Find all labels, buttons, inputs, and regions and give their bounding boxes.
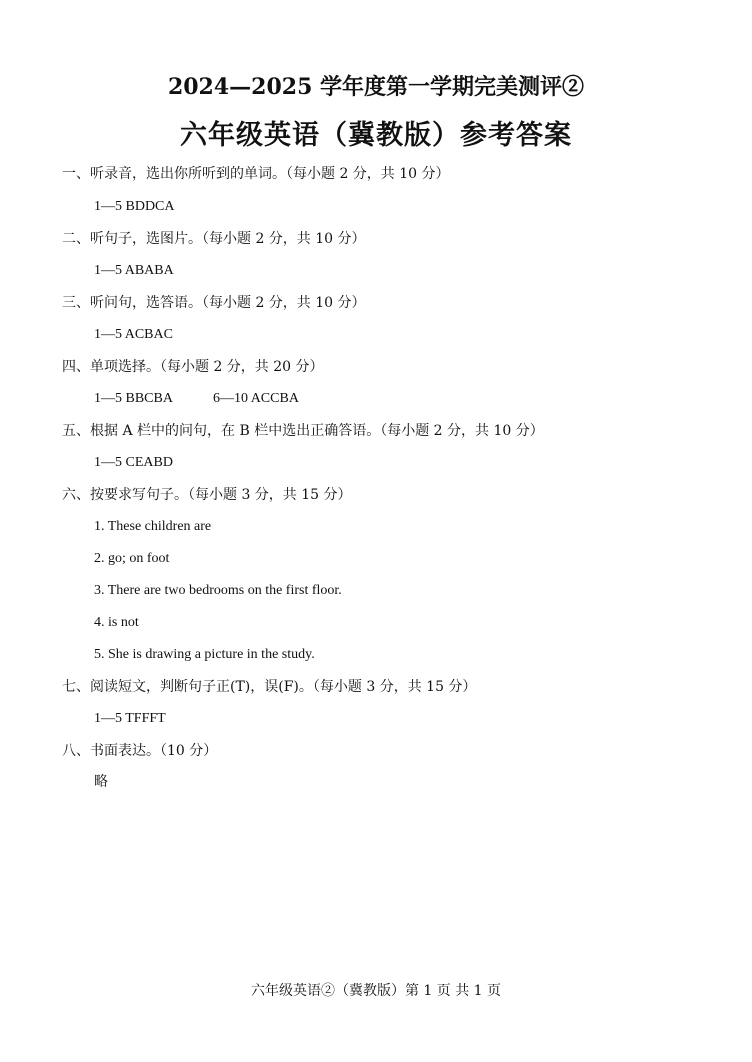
section-6-answer-3: 3. There are two bedrooms on the first floor. — [94, 583, 342, 598]
document-subtitle: 六年级英语（冀教版）参考答案 — [180, 120, 572, 151]
section-6-answer-4: 4. is not — [94, 615, 139, 630]
section-4-answers — [94, 390, 299, 408]
section-2-answer: 1—5 ABABA — [94, 263, 174, 278]
section-1-heading: 一、听录音，选出你所听到的单词。（每小题 2 分，共 10 分） — [62, 166, 450, 182]
section-4-answer-b: 6—10 ACCBA — [212, 391, 299, 406]
section-8-answer: 略 — [94, 775, 108, 790]
section-5-answer: 1—5 CEABD — [94, 455, 173, 470]
section-5-heading: 五、根据 A 栏中的问句，在 B 栏中选出正确答语。（每小题 2 分，共 10 分） — [62, 423, 544, 439]
section-4-answer-a: 1—5 BBCBA — [94, 391, 173, 406]
section-7-answer: 1—5 TFFFT — [94, 711, 166, 726]
section-1-answer: 1—5 BDDCA — [94, 199, 175, 214]
page-footer: 六年级英语②（冀教版）第 1 页 共 1 页 — [250, 983, 502, 999]
section-3-heading: 三、听问句，选答语。（每小题 2 分，共 10 分） — [62, 295, 366, 311]
section-6-answer-1: 1. These children are — [94, 519, 212, 534]
section-8-heading: 八、书面表达。（10 分） — [62, 743, 218, 759]
section-6-answer-2: 2. go; on foot — [94, 551, 170, 566]
section-2-heading: 二、听句子，选图片。（每小题 2 分，共 10 分） — [62, 231, 366, 247]
section-4-heading: 四、单项选择。（每小题 2 分，共 20 分） — [62, 359, 324, 375]
document-title: 2024—2025 学年度第一学期完美测评② — [167, 74, 585, 100]
section-6-answer-5: 5. She is drawing a picture in the study. — [94, 647, 315, 662]
section-7-heading: 七、阅读短文，判断句子正(T)，误(F)。（每小题 3 分，共 15 分） — [62, 679, 477, 695]
section-6-heading: 六、按要求写句子。（每小题 3 分，共 15 分） — [62, 487, 352, 503]
section-3-answer: 1—5 ACBAC — [94, 327, 173, 342]
